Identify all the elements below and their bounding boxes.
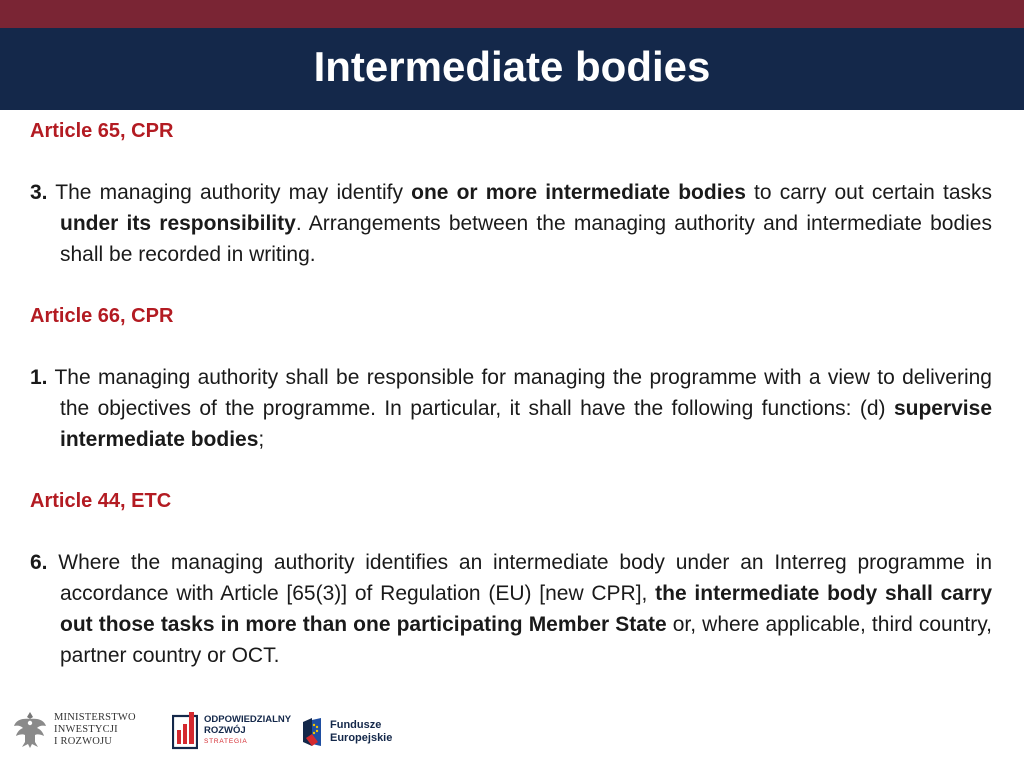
paragraph-emphasis: supervise intermediate bodies	[60, 397, 992, 451]
top-accent-bar	[0, 0, 1024, 28]
article-paragraph	[30, 362, 992, 455]
logo-line: STRATEGIA	[204, 737, 248, 745]
responsible-development-logo	[172, 710, 291, 750]
paragraph-emphasis: under its responsibility	[60, 212, 296, 235]
ministry-logo	[12, 710, 136, 750]
logo-line: Europejskie	[330, 732, 393, 744]
paragraph-number: 1.	[30, 366, 48, 389]
slide-title: Intermediate bodies	[313, 43, 711, 90]
paragraph-text: . Arrangements between the managing authority and intermediate bodies shall be recorded in writing.	[60, 212, 992, 266]
paragraph-number: 3.	[30, 181, 48, 204]
european-funds-logo	[298, 712, 392, 752]
paragraph-text: to carry out certain tasks	[745, 181, 992, 204]
bar-chart-logo-icon	[172, 710, 198, 750]
eu-funds-star-icon	[298, 712, 324, 752]
slide-content	[30, 116, 992, 671]
footer-logos	[0, 700, 1024, 768]
paragraph-text: The managing authority may identify	[47, 181, 412, 204]
article-paragraph	[30, 177, 992, 270]
paragraph-emphasis: the intermediate body shall carry out those tasks in more than one participating Member State	[60, 582, 993, 636]
paragraph-text: The managing authority shall be responsible for managing the programme with a view to delivering the objectives of the programme. In particular, it shall have the following functions: (d)	[47, 366, 992, 420]
paragraph-text: ;	[258, 428, 265, 451]
paragraph-number: 6.	[30, 551, 48, 574]
article-heading: Article 66, CPR	[30, 305, 174, 327]
logo-line: MINISTERSTWO	[54, 712, 136, 723]
eagle-emblem-icon	[12, 710, 48, 750]
article-paragraph	[30, 547, 992, 671]
logo-line: I ROZWOJU	[54, 736, 113, 747]
title-banner	[0, 28, 1024, 110]
article-heading: Article 65, CPR	[30, 120, 174, 142]
logo-line: ODPOWIEDZIALNY	[204, 713, 292, 725]
article-heading: Article 44, ETC	[30, 490, 172, 512]
paragraph-text: or, where applicable, third country, partner country or OCT.	[60, 613, 992, 667]
paragraph-text: Where the managing authority identifies an intermediate body under an Interreg programme in accordance with Article [65(3)] of Regulation (EU) [new CPR],	[47, 551, 992, 605]
logo-line: ROZWÓJ	[204, 724, 246, 736]
logo-line: Fundusze	[330, 719, 382, 731]
logo-line: INWESTYCJI	[54, 724, 118, 735]
paragraph-emphasis: one or more intermediate bodies	[411, 181, 746, 204]
